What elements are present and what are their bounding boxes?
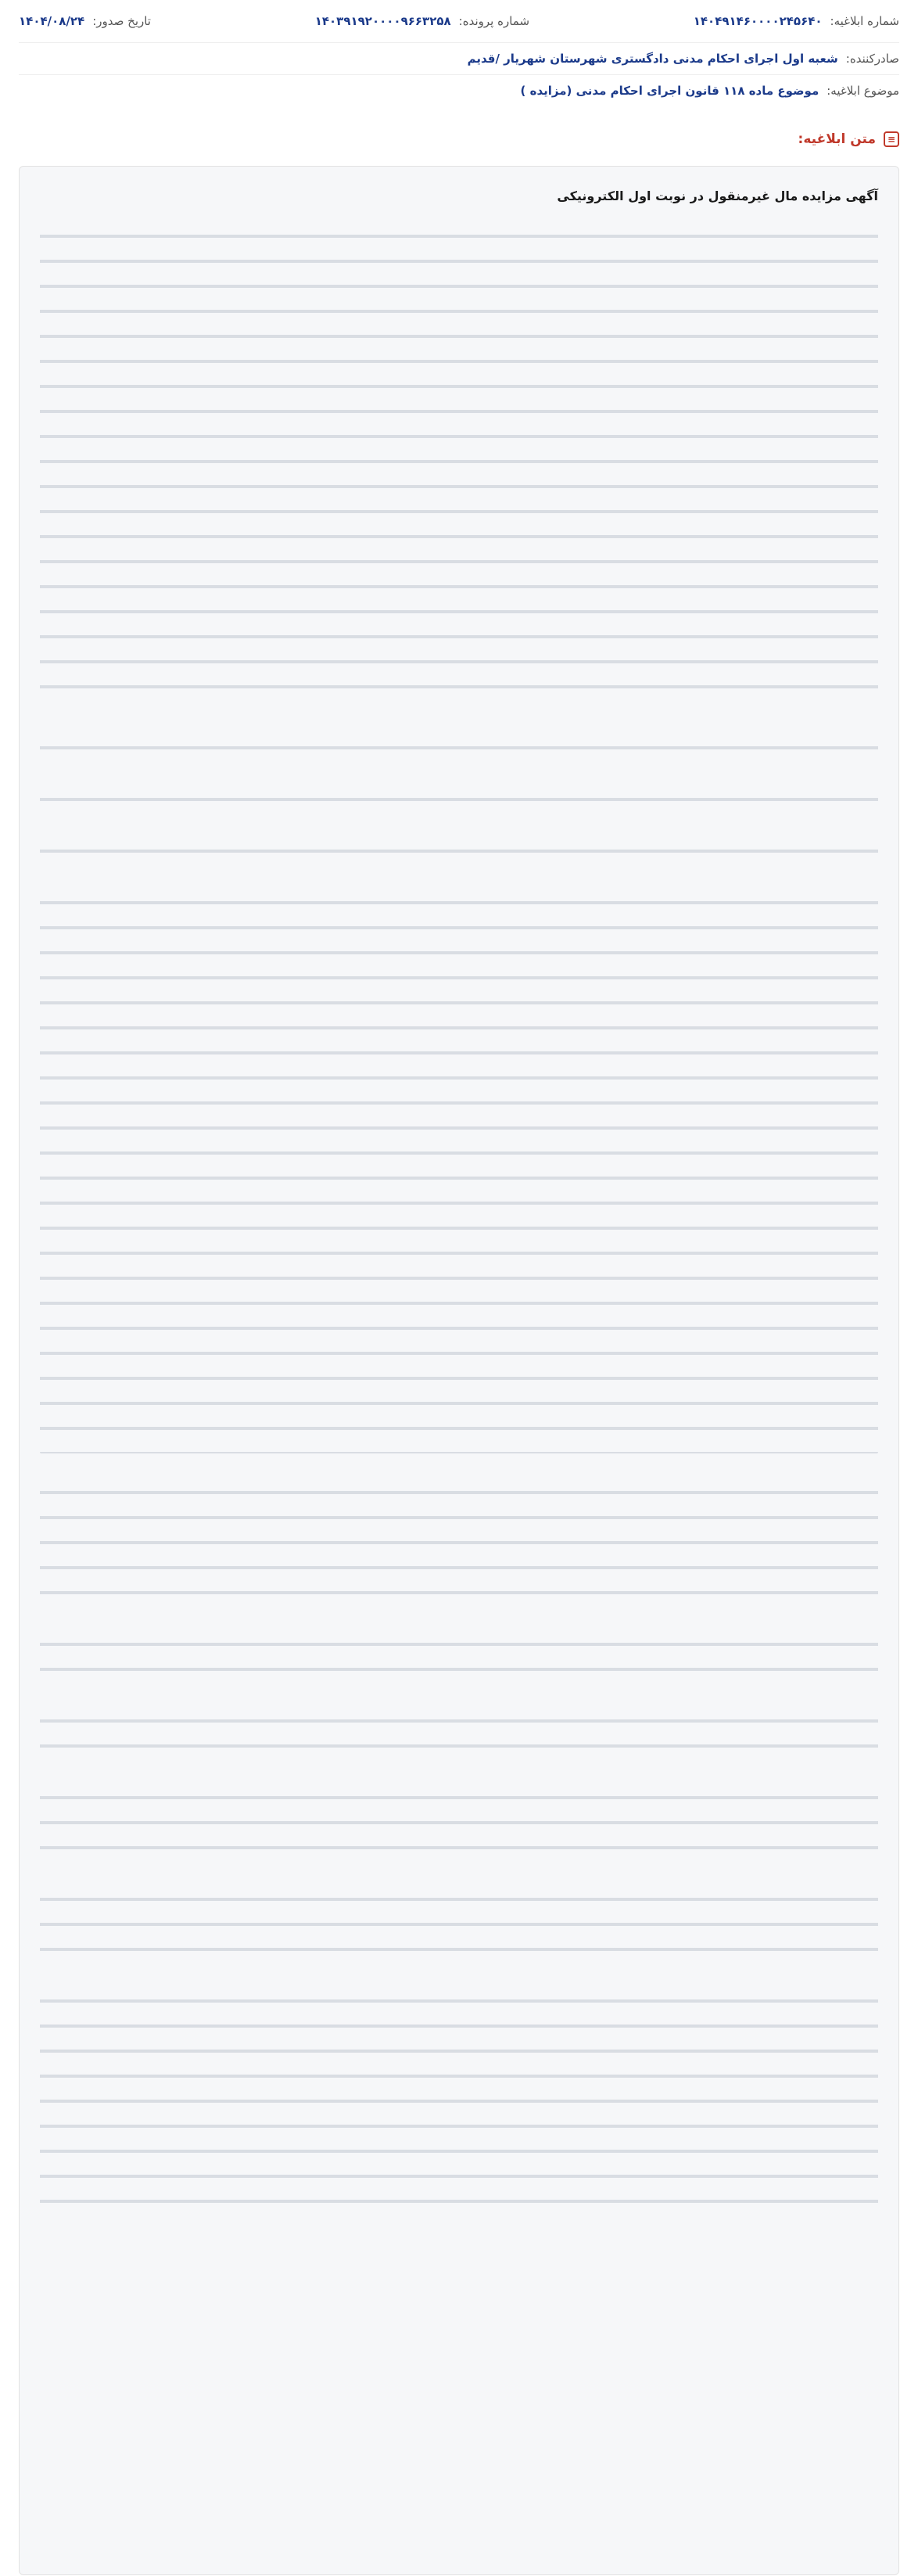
body-paragraph-unreadable	[40, 224, 878, 709]
issue-date-label: تاریخ صدور:	[92, 14, 151, 28]
notice-number-field	[694, 14, 899, 28]
issuer-value: شعبه اول اجرای احکام مدنی دادگستری شهرستان شهریار /قدیم	[467, 52, 838, 66]
subject-label: موضوع ابلاغیه:	[827, 84, 899, 98]
body-paragraph-unreadable	[40, 735, 878, 760]
body-paragraph-unreadable	[40, 1480, 878, 1605]
notice-body-heading: آگهی مزایده مال غیرمنقول در نوبت اول الکترونیکی	[557, 189, 878, 203]
body-paragraph-unreadable	[40, 1632, 878, 1682]
document-icon: ≡	[884, 131, 899, 147]
body-paragraph-unreadable	[40, 1887, 878, 1962]
notice-body	[19, 166, 899, 2575]
subject-value: موضوع ماده ۱۱۸ قانون اجرای احکام مدنی (مزایده )	[520, 84, 819, 98]
body-paragraph-unreadable	[40, 1708, 878, 1759]
case-number: ۱۴۰۳۹۱۹۲۰۰۰۰۹۶۶۳۲۵۸	[314, 14, 451, 28]
issuer-label: صادرکننده:	[845, 52, 899, 66]
notice-header	[19, 0, 899, 42]
body-paragraph-unreadable	[40, 787, 878, 812]
body-paragraph-unreadable	[40, 1989, 878, 2214]
case-number-field	[315, 14, 529, 28]
issue-date-field	[19, 14, 151, 28]
notice-number-label: شماره ابلاغیه:	[830, 14, 899, 28]
notice-number: ۱۴۰۴۹۱۴۶۰۰۰۰۲۴۵۶۴۰	[693, 14, 823, 28]
body-paragraph-unreadable	[40, 839, 878, 864]
issue-date: ۱۴۰۴/۰۸/۲۴	[19, 14, 85, 28]
body-paragraph-unreadable	[40, 1785, 878, 1860]
case-number-label: شماره پرونده:	[458, 14, 530, 28]
issuer-row	[19, 42, 899, 74]
notice-text-title	[19, 124, 899, 155]
subject-row	[19, 74, 899, 106]
body-paragraph-unreadable	[40, 890, 878, 1453]
notice-text-title-label: متن ابلاغیه:	[798, 131, 876, 147]
